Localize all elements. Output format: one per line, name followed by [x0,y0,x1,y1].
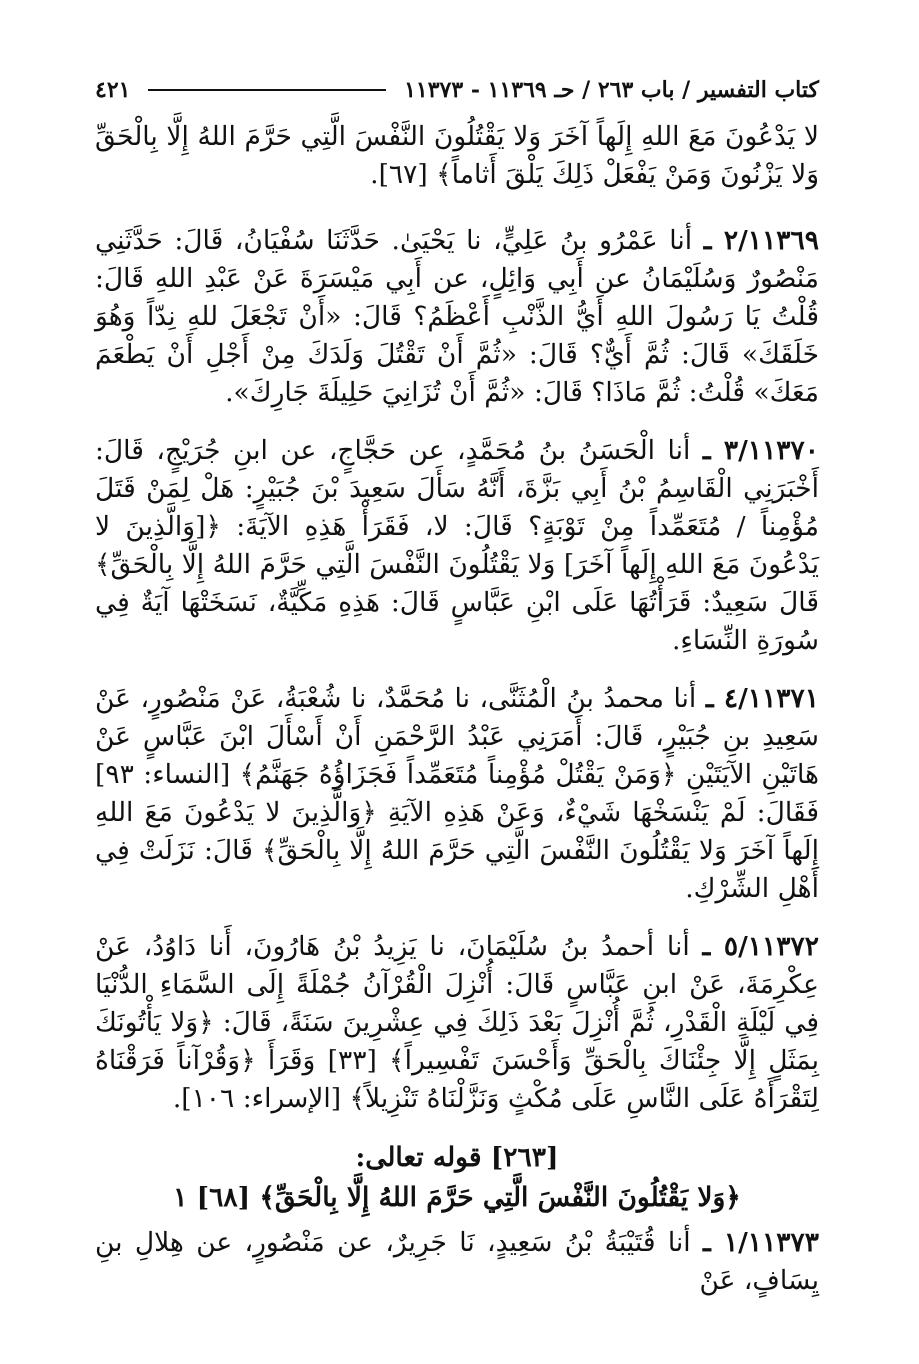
paragraph-text: أنا الْحَسَنُ بنُ مُحَمَّدٍ، عن حَجَّاجٍ، عن ابنِ جُرَيْجٍ، قَالَ: أَخْبَرَنِي الْقَاسِمُ بْنُ أَبِي بَزَّةَ، أَنَّهُ سَأَلَ سَعِيدَ بْنَ جُبَيْرٍ: هَلْ لِمَنْ قَتَلَ مُؤْمِناً / مُتَعَمِّداً مِنْ تَوْبَةٍ؟ قَالَ: لا، فَقَرَأْ هَذِهِ الآيَةَ: ﴿[وَالَّذِينَ لا يَدْعُونَ مَعَ اللهِ إِلَهاً آخَرَ] وَلا يَقْتُلُونَ النَّفْسَ الَّتِي حَرَّمَ اللهُ إِلَّا بِالْحَقِّ﴾ قَالَ سَعِيدٌ: قَرَأْتُهَا عَلَى ابْنِ عَبَّاسٍ قَالَ: هَذِهِ مَكِّيَّةٌ، نَسَخَتْهَا آيَةٌ فِي سُورَةِ النِّسَاءِ. [95,435,819,656]
section-heading [95,1138,819,1218]
paragraph-text: أنا قُتَيْبَةُ بْنُ سَعِيدٍ، نَا جَرِيرٌ، عن مَنْصُورٍ، عن هِلالِ بنِ يِسَافٍ، عَنْ [95,1227,819,1296]
hadith-number: ٤/١١٣٧١ ـ [705,683,819,714]
hadith-number: ٣/١١٣٧٠ ـ [702,435,819,466]
hadith-paragraph [95,928,819,1118]
running-title: كتاب التفسير / باب ٢٦٣ / حـ ١١٣٦٩ - ١١٣٧٣ [404,77,819,103]
hadith-paragraph [95,432,819,660]
paragraph-text: أنا عَمْرُو بنُ عَلِيٍّ، نا يَحْيَىٰ. حَدَّثَنَا سُفْيَانُ، قَالَ: حَدَّثَنِي مَنْصُورٌ وَسُلَيْمَانُ عن أَبِي وَائِلٍ، عن أَبِي مَيْسَرَةَ عَنْ عَبْدِ اللهِ قَالَ: قُلْتُ يَا رَسُولَ اللهِ أَيُّ الذَّنْبِ أَعْظَمُ؟ قَالَ: «أَنْ تَجْعَلَ للهِ نِدّاً وَهُوَ خَلَقَكَ» قَالَ: ثُمَّ أَيٌّ؟ قَالَ: «ثُمَّ أَنْ تَقْتُلَ وَلَدَكَ مِنْ أَجْلِ أَنْ يَطْعَمَ مَعَكَ» قُلْتُ: ثُمَّ مَاذَا؟ قَالَ: «ثُمَّ أَنْ تُزَانِيَ حَلِيلَةَ جَارِكَ». [95,225,819,408]
hadith-number: ٢/١١٣٦٩ ـ [703,225,819,256]
section-title: [٢٦٣] قوله تعالى: [355,1142,559,1173]
hadith-paragraph [95,680,819,908]
page-number: ٤٢١ [95,77,131,103]
paragraph-text: أنا أحمدُ بنُ سُلَيْمَانَ، نا يَزِيدُ بْنُ هَارُونَ، أَنا دَاوُدُ، عَنْ عِكْرِمَةَ، عَنْ ابنِ عَبَّاسٍ قَالَ: أُنْزِلَ الْقُرْآنُ جُمْلَةً إِلَى السَّمَاءِ الدُّنْيَا فِي لَيْلَةِ الْقَدْرِ، ثُمَّ أُنْزِلَ بَعْدَ ذَلِكَ فِي عِشْرِينَ سَنَةً، قَالَ: ﴿وَلا يَأْتُونَكَ بِمَثَلٍ إِلَّا جِئْنَاكَ بِالْحَقِّ وَأَحْسَنَ تَفْسِيراً﴾ [٣٣] وَقَرَأَ ﴿وَقُرْآناً فَرَقْنَاهُ لِتَقْرَأَهُ عَلَى النَّاسِ عَلَى مُكْثٍ وَنَزَّلْنَاهُ تَنْزِيلاً﴾ [الإسراء: ١٠٦]. [95,931,819,1114]
paragraph-text: أنا محمدُ بنُ الْمُثَنَّى، نا مُحَمَّدٌ، نا شُعْبَةُ، عَنْ مَنْصُورٍ، عَنْ سَعِيدِ بنِ جُبَيْرٍ، قَالَ: أَمَرَنِي عَبْدُ الرَّحْمَنِ أَنْ أَسْأَلَ ابْنَ عَبَّاسٍ عَنْ هَاتَيْنِ الآيَتَيْنِ ﴿وَمَنْ يَقْتُلْ مُؤْمِناً مُتَعَمِّداً فَجَزَاؤُهُ جَهَنَّمُ﴾ [النساء: ٩٣] فَقَالَ: لَمْ يَنْسَخْهَا شَيْءٌ، وَعَنْ هَذِهِ الآيَةِ ﴿وَالَّذِينَ لا يَدْعُونَ مَعَ اللهِ إِلَهاً آخَرَ وَلا يَقْتُلُونَ النَّفْسَ الَّتِي حَرَّمَ اللهُ إِلَّا بِالْحَقِّ﴾ قَالَ: نَزَلَتْ فِي أَهْلِ الشِّرْكِ. [95,683,819,904]
header-rule [148,89,386,91]
hadith-paragraph [95,222,819,412]
page-body [95,118,819,1320]
section-verse: ﴿وَلا يَقْتُلُونَ النَّفْسَ الَّتِي حَرَّمَ اللهُ إِلَّا بِالْحَقِّ﴾ [٦٨] ١ [173,1182,741,1213]
hadith-number: ٥/١١٣٧٢ ـ [702,931,819,962]
paragraph-text: لا يَدْعُونَ مَعَ اللهِ إِلَهاً آخَرَ وَلا يَقْتُلُونَ النَّفْسَ الَّتِي حَرَّمَ اللهُ إِلَّا بِالْحَقِّ وَلا يَزْنُونَ وَمَنْ يَفْعَلْ ذَلِكَ يَلْقَ أَثاماً﴾ [٦٧]. [95,121,819,190]
hadith-number: ١/١١٣٧٣ ـ [703,1227,819,1258]
page-header [95,70,819,110]
verse-continuation [95,118,819,194]
hadith-paragraph [95,1224,819,1300]
